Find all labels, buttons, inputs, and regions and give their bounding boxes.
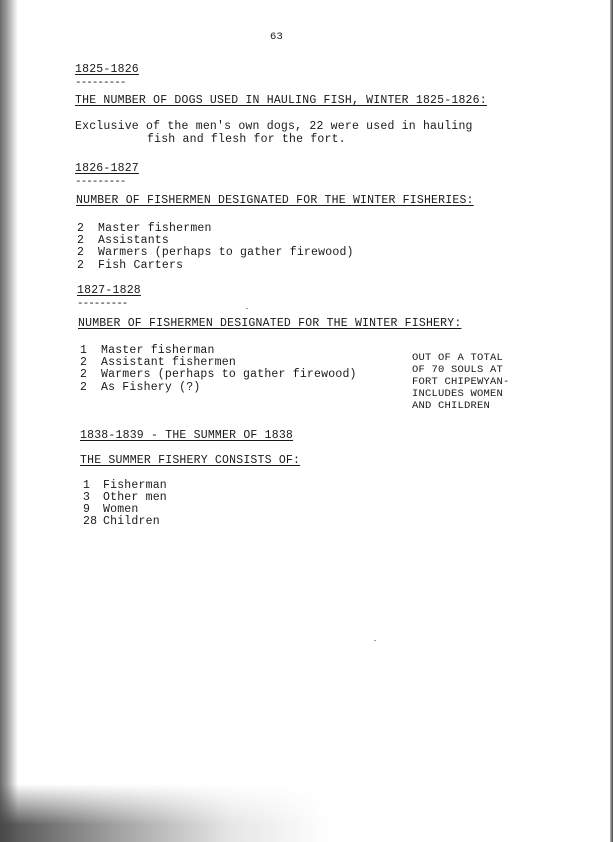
scan-speck <box>374 640 376 641</box>
section-1827-year: 1827-1828 <box>77 284 141 297</box>
list-item-number: 2 <box>77 246 85 259</box>
population-note-line: OF 70 SOULS AT <box>412 364 504 376</box>
list-item-label: Assistant fishermen <box>101 356 236 369</box>
list-item-number: 28 <box>83 515 98 528</box>
scan-left-shadow <box>0 0 18 842</box>
list-item-label: Other men <box>103 491 167 504</box>
list-item-number: 2 <box>80 356 88 369</box>
list-item-number: 1 <box>83 479 91 492</box>
list-item-number: 2 <box>80 368 88 381</box>
list-item-number: 2 <box>77 222 85 235</box>
section-1826-heading: NUMBER OF FISHERMEN DESIGNATED FOR THE WINTER FISHERIES: <box>76 194 474 207</box>
section-1827-heading: NUMBER OF FISHERMEN DESIGNATED FOR THE WINTER FISHERY: <box>78 317 462 330</box>
list-item-number: 1 <box>80 344 88 357</box>
list-item-number: 2 <box>80 381 88 394</box>
section-1825-year: 1825-1826 <box>75 63 139 76</box>
list-item-label: Women <box>103 503 139 516</box>
scan-bottom-shadow <box>0 784 330 842</box>
population-note-line: OUT OF A TOTAL <box>412 352 504 364</box>
list-item-label: Fish Carters <box>98 259 184 272</box>
list-item-label: Warmers (perhaps to gather firewood) <box>101 368 357 381</box>
section-1825-body-line1: Exclusive of the men's own dogs, 22 were used in hauling <box>75 120 473 133</box>
list-item-number: 2 <box>77 259 85 272</box>
list-item-label: Fisherman <box>103 479 167 492</box>
list-item-label: Warmers (perhaps to gather firewood) <box>98 246 354 259</box>
population-note-line: AND CHILDREN <box>412 400 491 412</box>
list-item-number: 3 <box>83 491 91 504</box>
section-1827-year-dashes: --------- <box>77 298 128 310</box>
list-item-number: 9 <box>83 503 91 516</box>
list-item-label: Assistants <box>98 234 170 247</box>
population-note-line: FORT CHIPEWYAN- <box>412 376 510 388</box>
list-item-label: As Fishery (?) <box>101 381 201 394</box>
page-number: 63 <box>270 31 284 43</box>
list-item-number: 2 <box>77 234 85 247</box>
section-1826-year-dashes: --------- <box>75 176 126 188</box>
section-1838-heading: THE SUMMER FISHERY CONSISTS OF: <box>80 454 301 467</box>
population-note-line: INCLUDES WOMEN <box>412 388 504 400</box>
list-item-label: Master fisherman <box>101 344 215 357</box>
section-1825-year-dashes: --------- <box>75 77 126 89</box>
section-1825-body-line2: fish and flesh for the fort. <box>147 133 346 146</box>
section-1825-heading: THE NUMBER OF DOGS USED IN HAULING FISH, WINTER 1825-1826: <box>75 94 487 107</box>
section-1826-year: 1826-1827 <box>75 162 139 175</box>
section-1838-title: 1838-1839 - THE SUMMER OF 1838 <box>80 429 294 442</box>
scan-speck <box>246 308 248 309</box>
list-item-label: Master fishermen <box>98 222 212 235</box>
list-item-label: Children <box>103 515 160 528</box>
